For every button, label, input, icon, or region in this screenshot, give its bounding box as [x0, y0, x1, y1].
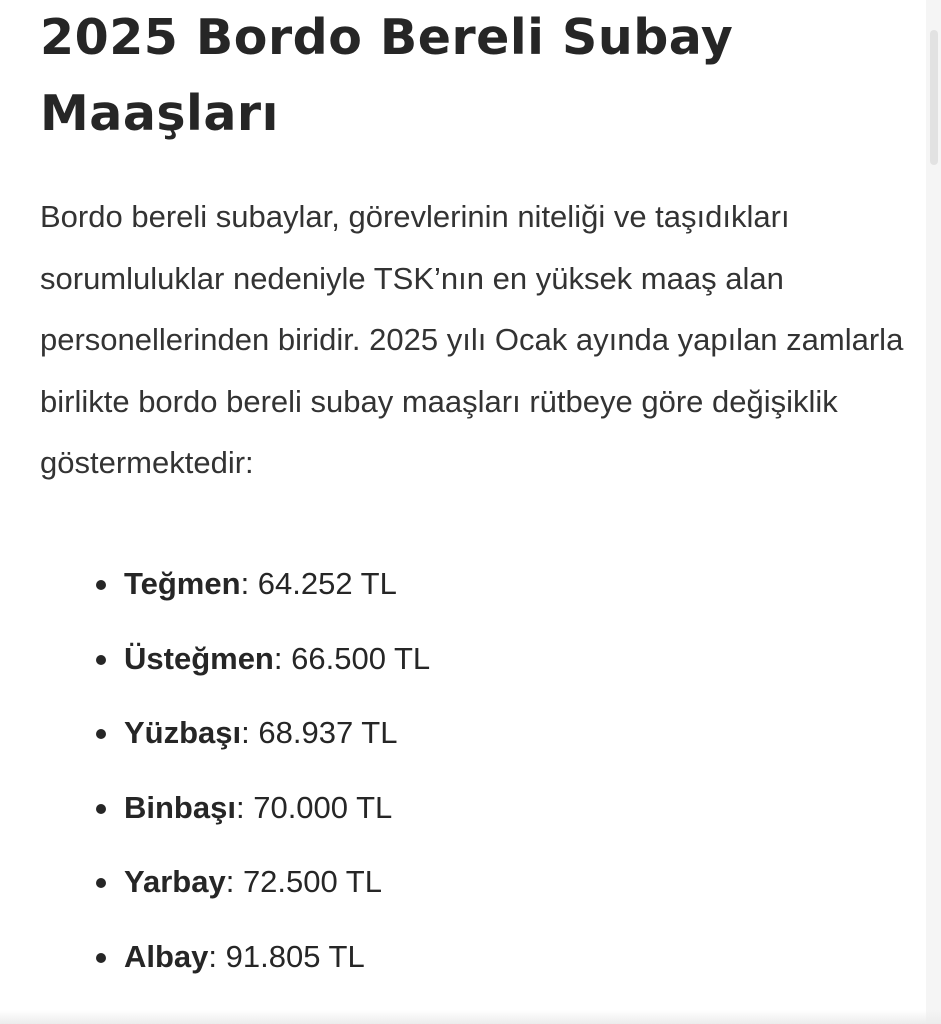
bullet-icon — [96, 729, 106, 739]
rank-separator: : — [208, 938, 218, 974]
rank-label: Yüzbaşı — [124, 715, 242, 750]
salary-item-tegmen — [0, 547, 430, 622]
rank-label: Teğmen — [124, 566, 241, 601]
article-title: 2025 Bordo Bereli Subay Maaşları — [40, 9, 734, 142]
rank-separator: : — [235, 789, 245, 825]
rank-label: Üsteğmen — [124, 640, 274, 676]
rank-label: Yarbay — [124, 864, 226, 899]
salary-item-binbasi — [0, 771, 430, 846]
bullet-icon — [96, 804, 106, 814]
bottom-edge-shadow — [0, 1010, 941, 1024]
salary-list — [0, 547, 430, 994]
salary-amount: 91.805 TL — [217, 938, 365, 974]
rank-label: Binbaşı — [124, 789, 236, 825]
bullet-icon — [96, 655, 106, 665]
bullet-icon — [96, 878, 106, 888]
salary-amount: 66.500 TL — [282, 640, 431, 676]
bullet-icon — [96, 953, 106, 963]
bullet-icon — [96, 580, 106, 590]
article-intro-paragraph: Bordo bereli subaylar, görevlerinin niteliği ve taşıdıkları sorumluluklar nedeniyle TSK’nın en yüksek maaş alan personellerinden biridir. 2025 yılı Ocak ayında yapılan zamlarla birlikte bordo bereli subay maaşları rütbeye göre değişiklik göstermektedir: — [40, 199, 904, 480]
salary-item-yarbay — [0, 845, 430, 920]
rank-separator: : — [240, 566, 250, 601]
salary-item-ustegmen — [0, 622, 430, 697]
salary-amount: 64.252 TL — [249, 566, 397, 601]
salary-amount: 68.937 TL — [249, 715, 398, 750]
salary-amount: 72.500 TL — [234, 864, 382, 899]
salary-item-albay — [0, 920, 430, 995]
rank-separator: : — [241, 715, 250, 750]
scrollbar-thumb[interactable] — [930, 30, 938, 165]
rank-separator: : — [273, 640, 283, 676]
salary-item-yuzbasi — [0, 696, 430, 771]
rank-label: Albay — [124, 938, 209, 974]
rank-separator: : — [225, 864, 235, 899]
salary-amount: 70.000 TL — [244, 789, 393, 825]
